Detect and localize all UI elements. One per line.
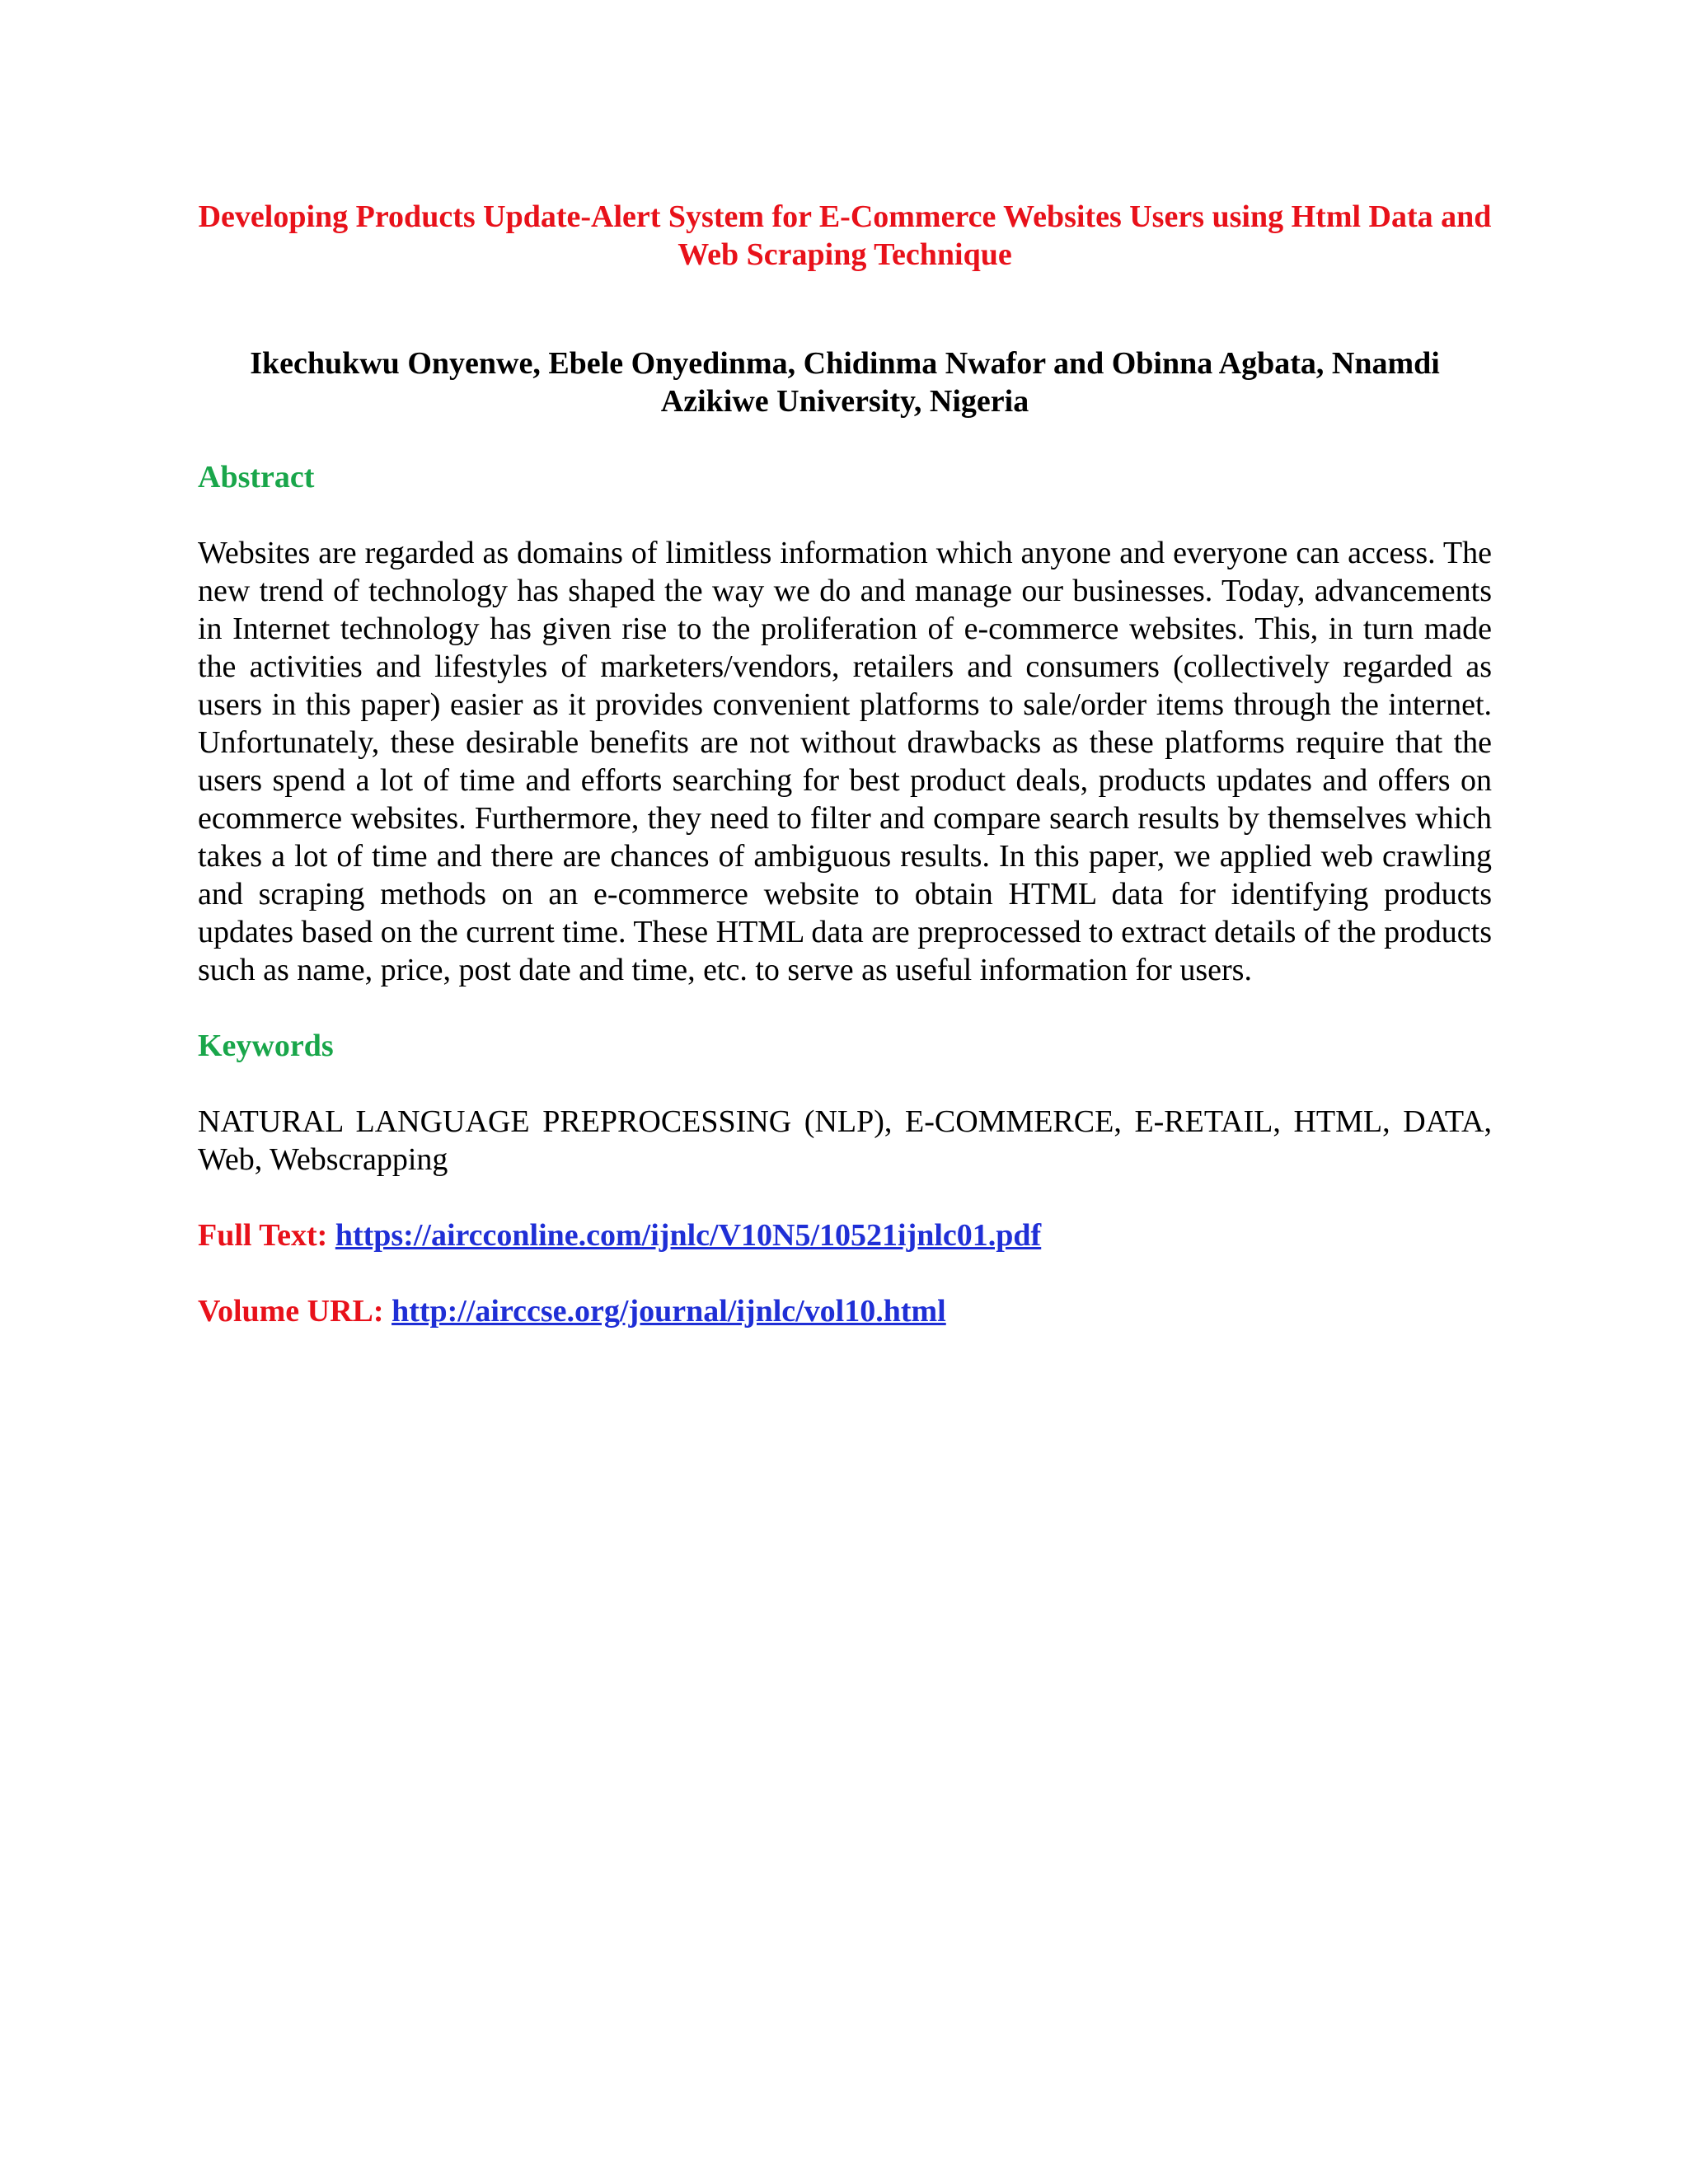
- full-text-link[interactable]: https://aircconline.com/ijnlc/V10N5/10521ijnlc01.pdf: [335, 1218, 1042, 1253]
- abstract-text: Websites are regarded as domains of limitless information which anyone and everyone can access. The new trend of technology has shaped the way we do and manage our businesses. Today, advancements in Internet technology has given rise to the proliferation of e-commerce websites. This, in turn made the activities and lifestyles of marketers/vendors, retailers and consumers (collectively regarded as users in this paper) easier as it provides convenient platforms to sale/order items through the internet. Unfortunately, these desirable benefits are not without drawbacks as these platforms require that the users spend a lot of time and efforts searching for best product deals, products updates and offers on ecommerce websites. Furthermore, they need to filter and compare search results by themselves which takes a lot of time and there are chances of ambiguous results. In this paper, we applied web crawling and scraping methods on an e-commerce website to obtain HTML data for identifying products updates based on the current time. These HTML data are preprocessed to extract details of the products such as name, price, post date and time, etc. to serve as useful information for users.: [198, 536, 1492, 987]
- full-text-line: [198, 1216, 1492, 1254]
- abstract-heading: Abstract: [198, 460, 315, 494]
- keywords-heading: Keywords: [198, 1029, 334, 1063]
- paper-page: [198, 198, 1492, 1330]
- full-text-label: Full Text:: [198, 1218, 328, 1253]
- paper-authors: Ikechukwu Onyenwe, Ebele Onyedinma, Chidinma Nwafor and Obinna Agbata, Nnamdi Azikiwe University, Nigeria: [250, 346, 1440, 419]
- paper-title: Developing Products Update-Alert System for E-Commerce Websites Users using Html Data and Web Scraping Technique: [198, 199, 1492, 272]
- keywords-text: NATURAL LANGUAGE PREPROCESSING (NLP), E-COMMERCE, E-RETAIL, HTML, DATA, Web, Webscrapping: [198, 1104, 1492, 1177]
- volume-url-line: [198, 1292, 1492, 1330]
- volume-url-label: Volume URL:: [198, 1294, 384, 1329]
- volume-url-link[interactable]: http://airccse.org/journal/ijnlc/vol10.html: [392, 1294, 946, 1329]
